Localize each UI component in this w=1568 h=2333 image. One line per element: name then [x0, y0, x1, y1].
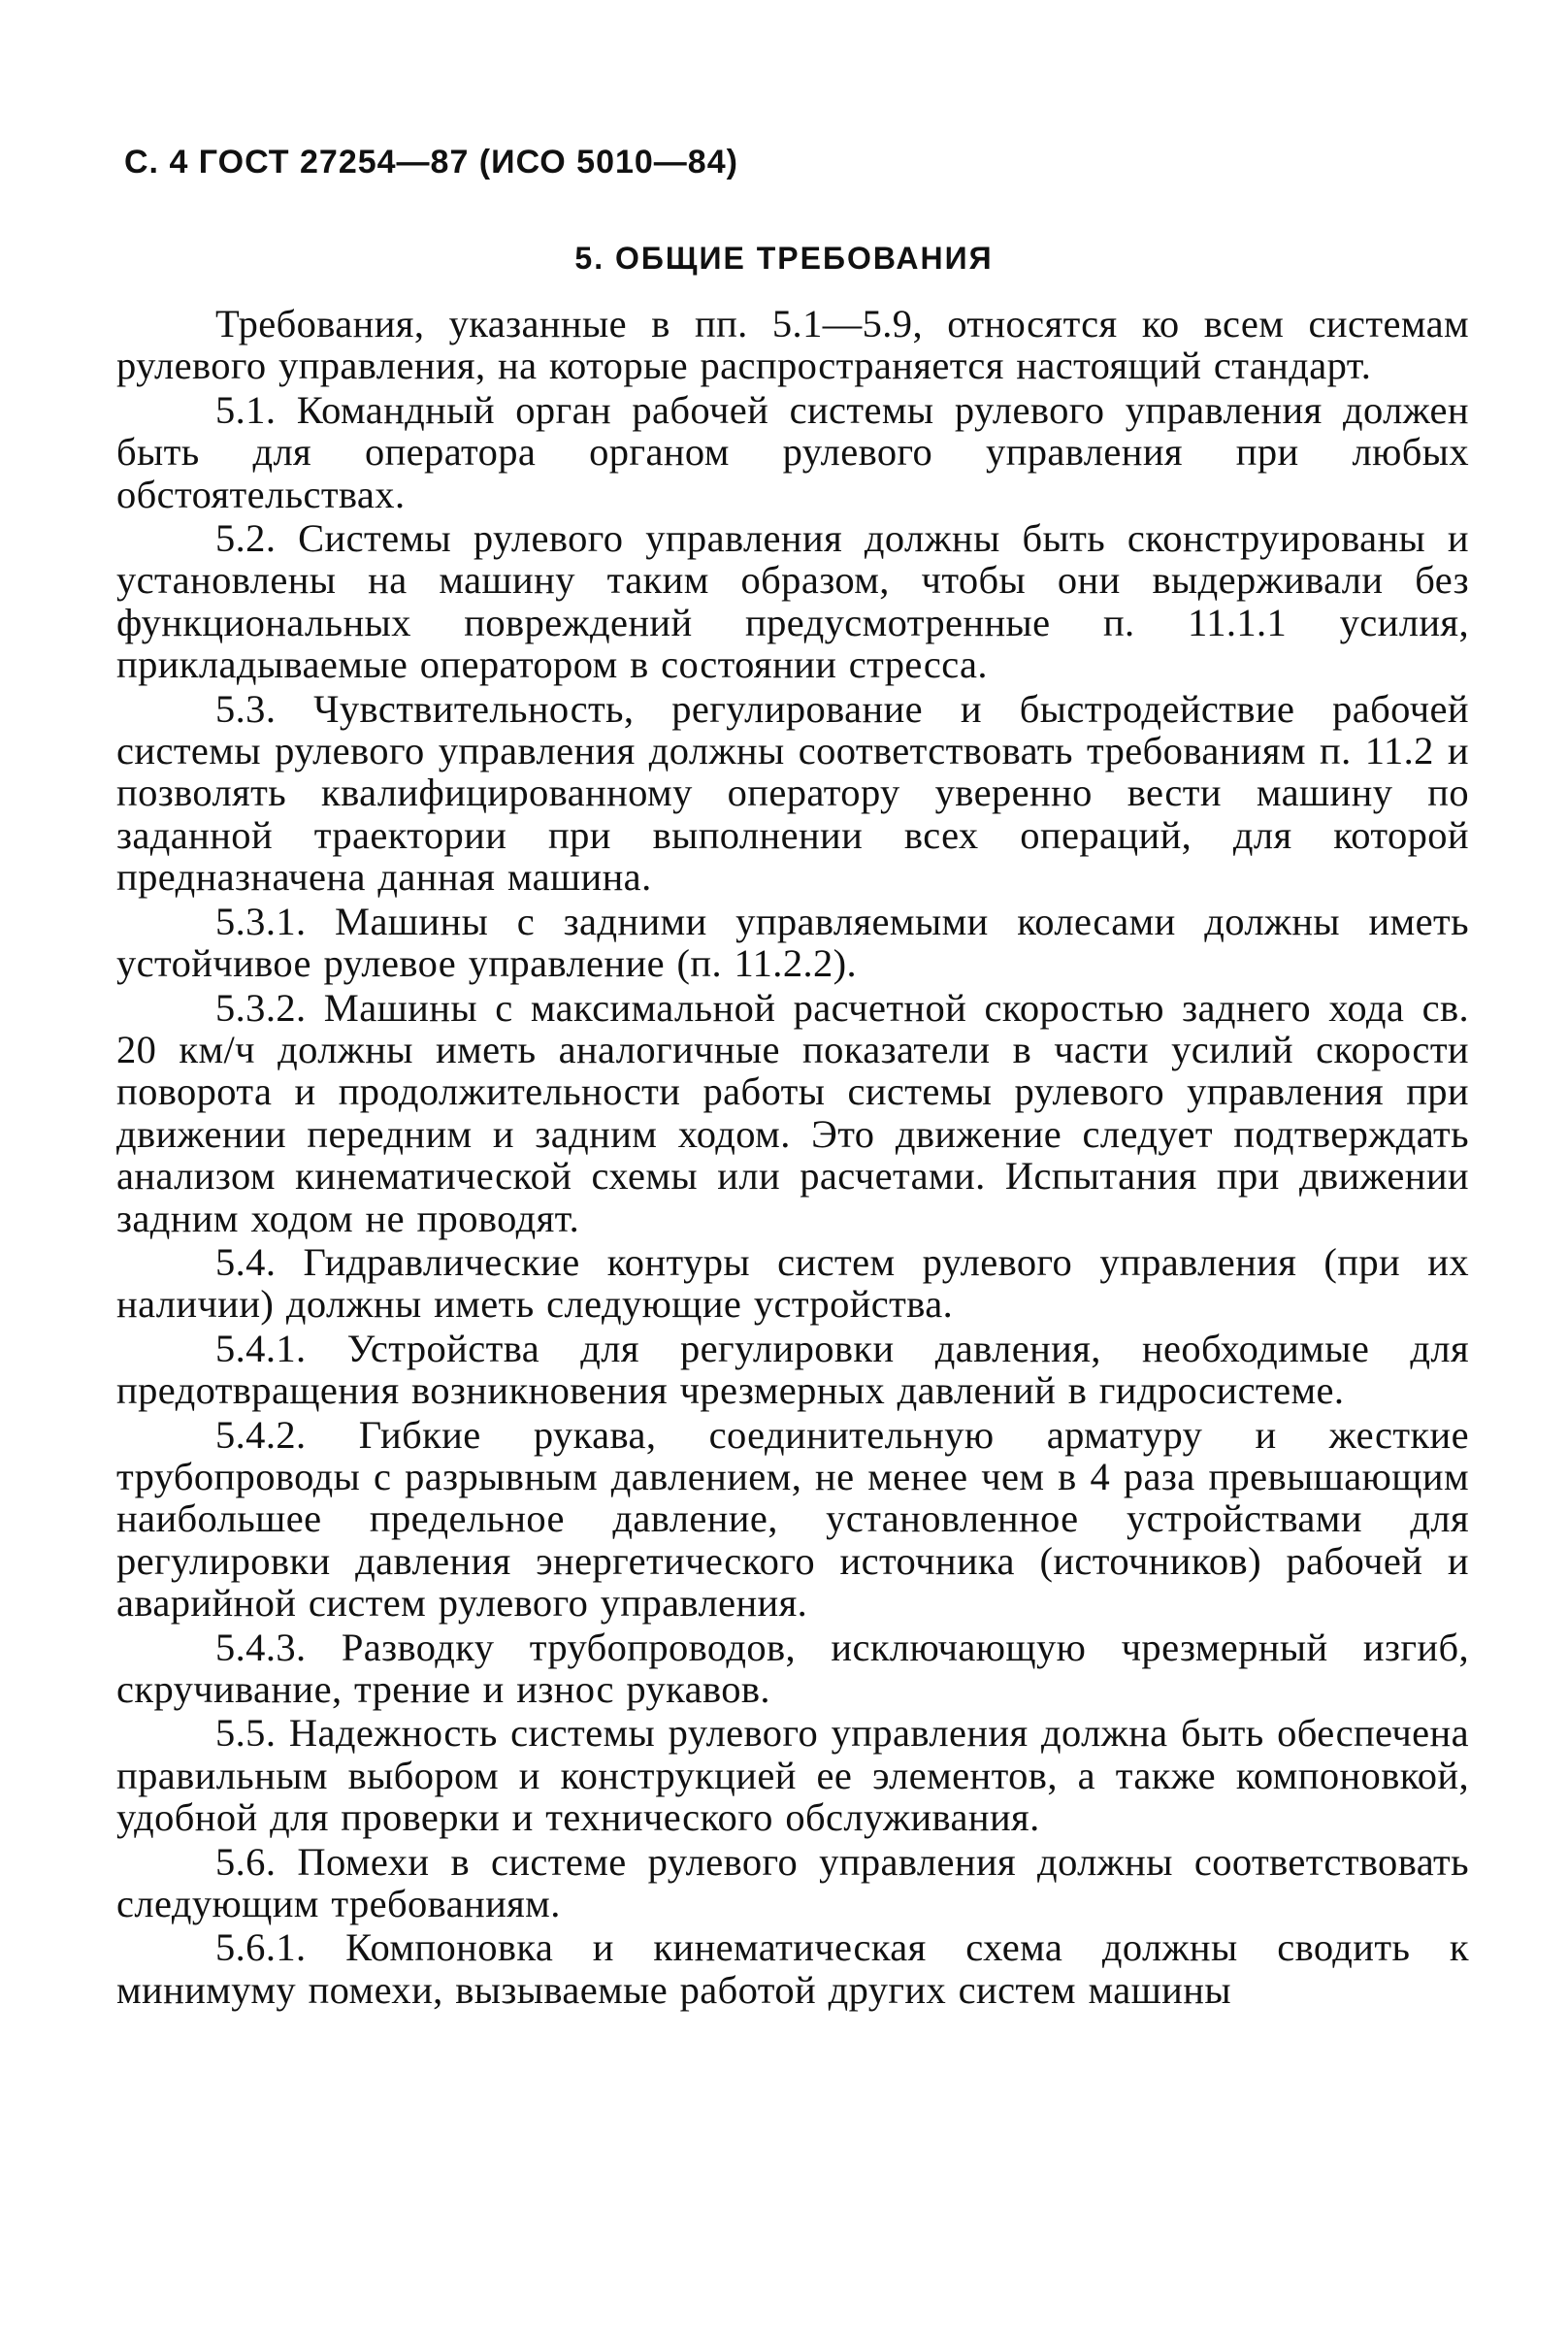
paragraph-5-4-2: 5.4.2. Гибкие рукава, соединительную арматуру и жесткие трубопроводы с разрывным давлением, не менее чем в 4 раза превышающим наибольшее предельное давление, установленное устройствами для регулировки давления энергетического источника (источников) рабочей и аварийной систем рулевого управления.: [116, 1412, 1469, 1626]
paragraph-5-3-1: 5.3.1. Машины с задними управляемыми колесами должны иметь устойчивое рулевое управление (п. 11.2.2).: [116, 899, 1469, 986]
section-title: 5. ОБЩИЕ ТРЕБОВАНИЯ: [574, 241, 994, 276]
paragraph-5-6-1: 5.6.1. Компоновка и кинематическая схема должны сводить к минимуму помехи, вызываемые работой других систем машины: [116, 1925, 1469, 2012]
paragraph-5-6: 5.6. Помехи в системе рулевого управления должны соответствовать следующим требованиям.: [116, 1839, 1469, 1926]
paragraph-5-4-1: 5.4.1. Устройства для регулировки давления, необходимые для предотвращения возникновения чрезмерных давлений в гидросистеме.: [116, 1326, 1469, 1413]
paragraph-5-4: 5.4. Гидравлические контуры систем рулевого управления (при их наличии) должны иметь следующие устройства.: [116, 1239, 1469, 1327]
paragraph-5-3-2: 5.3.2. Машины с максимальной расчетной скоростью заднего хода св. 20 км/ч должны иметь аналогичные показатели в части усилий скорости поворота и продолжительности работы системы рулевого управления при движении передним и задним ходом. Это движение следует подтверждать анализом кинематической схемы или расчетами. Испытания при движении задним ходом не проводят.: [116, 985, 1469, 1240]
body-text: [116, 303, 1469, 2013]
paragraph-5-2: 5.2. Системы рулевого управления должны быть сконструированы и установлены на машину таким образом, чтобы они выдерживали без функциональных повреждений предусмотренные п. 11.1.1 усилия, прикладываемые оператором в состоянии стресса.: [116, 516, 1469, 687]
page-header: С. 4 ГОСТ 27254—87 (ИСО 5010—84): [124, 144, 738, 181]
paragraph-5-5: 5.5. Надежность системы рулевого управления должна быть обеспечена правильным выбором и конструкцией ее элементов, а также компоновкой, удобной для проверки и технического обслуживания.: [116, 1711, 1469, 1840]
paragraph-5-4-3: 5.4.3. Разводку трубопроводов, исключающую чрезмерный изгиб, скручивание, трение и износ рукавов.: [116, 1625, 1469, 1711]
paragraph-5-1: 5.1. Командный орган рабочей системы рулевого управления должен быть для оператора органом рулевого управления при любых обстоятельствах.: [116, 387, 1469, 516]
paragraph-intro: Требования, указанные в пп. 5.1—5.9, относятся ко всем системам рулевого управления, на которые распространяется настоящий стандарт.: [116, 302, 1469, 388]
paragraph-5-3: 5.3. Чувствительность, регулирование и быстродействие рабочей системы рулевого управления должны соответствовать требованиям п. 11.2 и позволять квалифицированному оператору уверенно вести машину по заданной траектории при выполнении всех операций, для которой предназначена данная машина.: [116, 686, 1469, 900]
